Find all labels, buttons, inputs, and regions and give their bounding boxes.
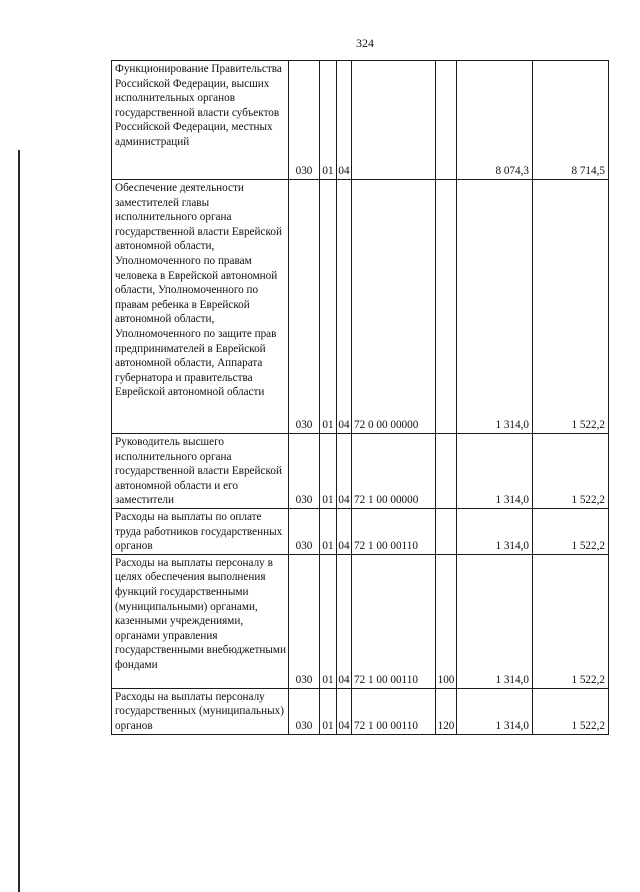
- sum-2020-cell: 1 522,2: [533, 180, 609, 434]
- sum-2020-cell: 1 522,2: [533, 434, 609, 509]
- rz-cell: 01: [320, 554, 337, 688]
- rz-cell: 01: [320, 180, 337, 434]
- table-row: [112, 688, 609, 734]
- vr-cell: [436, 180, 457, 434]
- pr-cell: 04: [337, 434, 352, 509]
- gr-cell: 030: [289, 180, 320, 434]
- gr-cell: 030: [289, 434, 320, 509]
- row-name-cell: Функционирование Правительства Российской Федерации, высших исполнительных органов государственной власти субъектов Российской Федерации, местных администраций: [112, 61, 289, 180]
- gr-cell: 030: [289, 688, 320, 734]
- vr-cell: 120: [436, 688, 457, 734]
- table-row: [112, 180, 609, 434]
- vr-cell: [436, 61, 457, 180]
- row-name-cell: Расходы на выплаты персоналу в целях обеспечения выполнения функций государственными (муниципальными) органами, казенными учреждениями, органами управления государственными внебюджетными фондами: [112, 554, 289, 688]
- gr-cell: 030: [289, 508, 320, 554]
- rz-cell: 01: [320, 508, 337, 554]
- gr-cell: 030: [289, 554, 320, 688]
- table-row: [112, 434, 609, 509]
- table-row: [112, 508, 609, 554]
- csr-cell: 72 1 00 00000: [352, 434, 436, 509]
- rz-cell: 01: [320, 434, 337, 509]
- vr-cell: 100: [436, 554, 457, 688]
- sum-2019-cell: 1 314,0: [457, 554, 533, 688]
- csr-cell: 72 1 00 00110: [352, 688, 436, 734]
- csr-cell: 72 1 00 00110: [352, 508, 436, 554]
- sum-2020-cell: 1 522,2: [533, 554, 609, 688]
- row-name-cell: Обеспечение деятельности заместителей главы исполнительного органа государственной власти Еврейской автономной области, Уполномоченного по правам человека в Еврейской автономной области, Уполномоченного по правам ребенка в Еврейской автономной области, Уполномоченного по защите прав предпринимателей в Еврейской автономной области, Аппарата губернатора и правительства Еврейской автономной области: [112, 180, 289, 434]
- pr-cell: 04: [337, 61, 352, 180]
- gr-cell: 030: [289, 61, 320, 180]
- sum-2019-cell: 8 074,3: [457, 61, 533, 180]
- sum-2019-cell: 1 314,0: [457, 180, 533, 434]
- sum-2019-cell: 1 314,0: [457, 688, 533, 734]
- sum-2019-cell: 1 314,0: [457, 508, 533, 554]
- sum-2020-cell: 8 714,5: [533, 61, 609, 180]
- page-number: 324: [356, 36, 374, 50]
- table-row: [112, 554, 609, 688]
- row-name-cell: Руководитель высшего исполнительного органа государственной власти Еврейской автономной области и его заместители: [112, 434, 289, 509]
- sum-2020-cell: 1 522,2: [533, 688, 609, 734]
- budget-table: [111, 60, 609, 735]
- row-name-cell: Расходы на выплаты по оплате труда работников государственных органов: [112, 508, 289, 554]
- csr-cell: 72 0 00 00000: [352, 180, 436, 434]
- csr-cell: 72 1 00 00110: [352, 554, 436, 688]
- sum-2020-cell: 1 522,2: [533, 508, 609, 554]
- pr-cell: 04: [337, 508, 352, 554]
- csr-cell: [352, 61, 436, 180]
- pr-cell: 04: [337, 688, 352, 734]
- left-margin-rule: [18, 150, 20, 892]
- vr-cell: [436, 434, 457, 509]
- pr-cell: 04: [337, 554, 352, 688]
- row-name-cell: Расходы на выплаты персоналу государственных (муниципальных) органов: [112, 688, 289, 734]
- vr-cell: [436, 508, 457, 554]
- pr-cell: 04: [337, 180, 352, 434]
- rz-cell: 01: [320, 688, 337, 734]
- rz-cell: 01: [320, 61, 337, 180]
- sum-2019-cell: 1 314,0: [457, 434, 533, 509]
- table-row: [112, 61, 609, 180]
